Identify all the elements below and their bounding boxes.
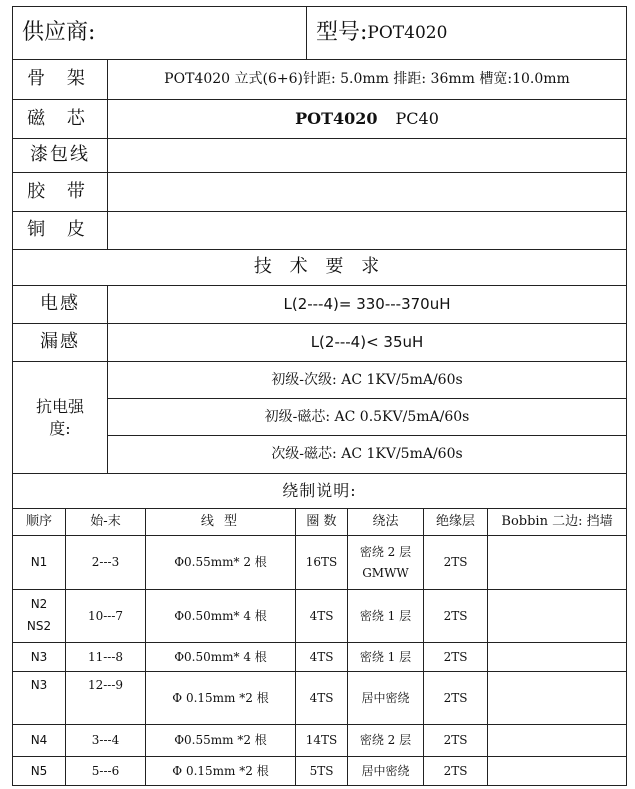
leakage-value: L(2---4)< 35uH bbox=[310, 333, 424, 352]
col-header-pins: 始-末 bbox=[90, 514, 121, 530]
table-row-2-method: 密绕 1 层 bbox=[359, 608, 412, 623]
hipot-item-3: 次级-磁芯: AC 1KV/5mA/60s bbox=[271, 446, 463, 463]
table-row-3-wire: Φ0.50mm* 4 根 bbox=[174, 649, 267, 664]
table-row-6-order: N5 bbox=[30, 763, 48, 778]
col-header-method: 绕法 bbox=[372, 514, 399, 530]
table-row-4-insulation: 2TS bbox=[443, 690, 468, 705]
table-row-6-insulation: 2TS bbox=[443, 763, 468, 778]
model-cell bbox=[308, 7, 626, 59]
col-header-turns: 圈 数 bbox=[306, 514, 337, 530]
hipot-item-1: 初级-次级: AC 1KV/5mA/60s bbox=[271, 371, 463, 388]
table-row-1-wire: Φ0.55mm* 2 根 bbox=[174, 555, 267, 570]
copper-label: 铜 皮 bbox=[27, 219, 93, 241]
table-row-2-insulation: 2TS bbox=[443, 608, 468, 623]
table-row-2-turns: 4TS bbox=[309, 608, 334, 623]
model-value: POT4020 bbox=[367, 22, 448, 43]
table-row-3-method: 密绕 1 层 bbox=[359, 649, 412, 664]
wire-value bbox=[108, 139, 626, 172]
table-row-1-order: N1 bbox=[30, 555, 48, 570]
leakage-label: 漏感 bbox=[40, 331, 80, 353]
tape-label: 胶 带 bbox=[27, 180, 93, 202]
table-row-5-turns: 14TS bbox=[305, 733, 338, 748]
table-row-2-note bbox=[488, 590, 626, 642]
core-model: POT4020 bbox=[295, 109, 378, 129]
table-row-3-order: N3 bbox=[30, 649, 48, 664]
col-header-insulation: 绝缘层 bbox=[435, 514, 475, 530]
table-row-1-pins: 2---3 bbox=[91, 555, 120, 570]
table-row-5-method: 密绕 2 层 bbox=[359, 733, 412, 748]
core-value bbox=[108, 100, 626, 138]
table-row-2-pins: 10---7 bbox=[87, 608, 124, 623]
core-material: PC40 bbox=[395, 109, 439, 129]
col-header-bobbin: Bobbin 二边: 挡墙 bbox=[501, 514, 613, 530]
bobbin-value: POT4020 立式(6+6)针距: 5.0mm 排距: 36mm 槽宽:10.0mm bbox=[164, 71, 570, 88]
table-row-1-method-line2: GMWW bbox=[362, 565, 409, 580]
hipot-label-line1: 抗电强 bbox=[35, 396, 84, 416]
table-row-5-pins: 3---4 bbox=[91, 733, 120, 748]
col-header-wire: 线 型 bbox=[200, 514, 241, 530]
winding-title: 绕制说明: bbox=[282, 481, 357, 501]
table-row-4-pins: 12---9 bbox=[87, 677, 124, 692]
table-row-1-method bbox=[348, 536, 423, 589]
table-row-4-method: 居中密绕 bbox=[361, 690, 410, 705]
copper-value bbox=[108, 212, 626, 249]
table-row-5-wire: Φ0.55mm *2 根 bbox=[174, 733, 267, 748]
table-row-4-note bbox=[488, 672, 626, 724]
table-row-1-turns: 16TS bbox=[305, 555, 338, 570]
tape-value bbox=[108, 173, 626, 211]
bobbin-label: 骨 架 bbox=[27, 68, 93, 90]
table-row-5-insulation: 2TS bbox=[443, 733, 468, 748]
col-header-order: 顺序 bbox=[25, 514, 52, 530]
hipot-label-line2: 度: bbox=[49, 418, 71, 438]
table-row-3-note bbox=[488, 643, 626, 671]
table-row-2-order-line2: NS2 bbox=[26, 619, 52, 633]
supplier-label: 供应商: bbox=[22, 20, 96, 46]
table-row-1-note bbox=[488, 536, 626, 589]
table-row-5-note bbox=[488, 725, 626, 756]
tech-title: 技 术 要 求 bbox=[253, 256, 386, 278]
table-row-2-order bbox=[13, 590, 65, 642]
table-row-6-pins: 5---6 bbox=[91, 763, 120, 778]
table-row-6-note bbox=[488, 757, 626, 785]
hipot-item-2: 初级-磁芯: AC 0.5KV/5mA/60s bbox=[264, 408, 470, 425]
table-row-4-turns: 4TS bbox=[309, 690, 334, 705]
table-row-6-method: 居中密绕 bbox=[361, 763, 410, 778]
table-row-1-method-line1: 密绕 2 层 bbox=[359, 545, 412, 560]
inductance-value: L(2---4)= 330---370uH bbox=[283, 295, 451, 314]
table-row-3-pins: 11---8 bbox=[87, 649, 124, 664]
model-label: 型号: bbox=[316, 20, 368, 46]
table-row-1-insulation: 2TS bbox=[443, 555, 468, 570]
wire-label: 漆包线 bbox=[30, 144, 90, 166]
table-row-3-insulation: 2TS bbox=[443, 649, 468, 664]
table-row-5-order: N4 bbox=[30, 733, 48, 748]
table-row-6-turns: 5TS bbox=[309, 763, 334, 778]
core-label: 磁 芯 bbox=[27, 107, 93, 129]
inductance-label: 电感 bbox=[40, 293, 80, 315]
table-row-3-turns: 4TS bbox=[309, 649, 334, 664]
table-row-4-order: N3 bbox=[30, 677, 48, 692]
table-row-2-order-line1: N2 bbox=[30, 597, 48, 612]
table-row-2-wire: Φ0.50mm* 4 根 bbox=[174, 608, 267, 623]
hipot-label bbox=[13, 362, 107, 473]
table-row-4-wire: Φ 0.15mm *2 根 bbox=[172, 690, 269, 705]
table-row-6-wire: Φ 0.15mm *2 根 bbox=[172, 763, 269, 778]
